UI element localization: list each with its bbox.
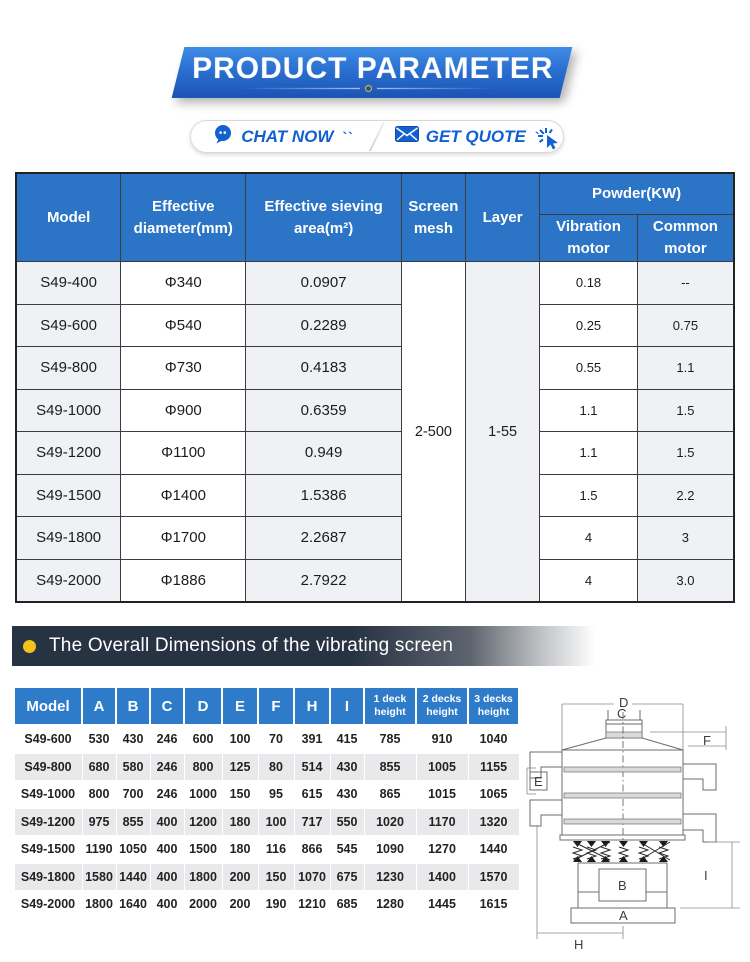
get-quote-label: GET QUOTE (425, 126, 526, 146)
dimension-cell: 1800 (82, 891, 116, 919)
dim-label-h: H (574, 937, 584, 952)
dimension-cell: 615 (294, 781, 330, 809)
dimension-row (14, 808, 519, 836)
vibrating-screen-dimension-diagram (520, 690, 750, 962)
dimension-cell: 1280 (364, 891, 416, 919)
dimension-cell: 910 (416, 725, 468, 753)
parameter-cell: 1.1 (637, 347, 734, 390)
dimension-cell: 1210 (294, 891, 330, 919)
dimension-cell: 1170 (416, 808, 468, 836)
part-label-b: B (618, 878, 627, 893)
col-header-diameter: Effective diameter(mm) (121, 173, 246, 262)
dimension-cell: 70 (258, 725, 294, 753)
dimension-cell: 800 (82, 781, 116, 809)
dimension-cell: 514 (294, 753, 330, 781)
parameter-row (16, 559, 734, 602)
dimension-cell: 1500 (184, 836, 222, 864)
parameter-cell: 1.1 (540, 432, 638, 475)
dimension-cell: 430 (116, 725, 150, 753)
dimension-cell: 415 (330, 725, 364, 753)
envelope-icon (395, 126, 419, 147)
dim-label-f: F (703, 733, 711, 748)
dimension-col-header: Model (14, 687, 82, 725)
parameter-cell: 0.6359 (246, 389, 402, 432)
parameter-cell: 0.4183 (246, 347, 402, 390)
parameter-cell: Φ1400 (121, 474, 246, 517)
dimension-cell: 680 (82, 753, 116, 781)
dimension-cell: 1200 (184, 808, 222, 836)
parameter-cell: Φ1700 (121, 517, 246, 560)
dimension-col-header: H (294, 687, 330, 725)
parameter-cell: S49-1800 (16, 517, 121, 560)
dimension-cell: 1440 (116, 863, 150, 891)
cta-bar (190, 120, 564, 153)
dimension-row (14, 753, 519, 781)
dimension-cell: 1000 (184, 781, 222, 809)
col-header-powder: Powder(KW) (540, 173, 734, 215)
chat-ticks: `` (342, 128, 354, 145)
parameter-cell: 0.25 (540, 304, 638, 347)
dimension-cell: 1020 (364, 808, 416, 836)
parameter-cell: 3 (637, 517, 734, 560)
parameter-cell: S49-800 (16, 347, 121, 390)
col-header-model: Model (16, 173, 121, 262)
dim-label-i: I (704, 868, 708, 883)
dimension-cell: 430 (330, 781, 364, 809)
dimension-cell: 975 (82, 808, 116, 836)
dimension-cell: 190 (258, 891, 294, 919)
parameter-row (16, 304, 734, 347)
chat-bubble-icon (213, 124, 234, 150)
dimension-cell: 1005 (416, 753, 468, 781)
parameter-cell: S49-1000 (16, 389, 121, 432)
dimension-col-header: 3 decks height (468, 687, 519, 725)
parameter-cell: 2.7922 (246, 559, 402, 602)
dimension-cell: 2000 (184, 891, 222, 919)
dimension-cell: 180 (222, 808, 258, 836)
dimension-col-header: E (222, 687, 258, 725)
parameters-table (15, 172, 735, 603)
dimension-col-header: 1 deck height (364, 687, 416, 725)
dimension-cell: 400 (150, 891, 184, 919)
parameter-cell: 1.5386 (246, 474, 402, 517)
parameter-cell: S49-600 (16, 304, 121, 347)
dimension-cell: 1015 (416, 781, 468, 809)
dimension-cell: 1040 (468, 725, 519, 753)
dimension-row (14, 836, 519, 864)
parameter-cell: 0.18 (540, 262, 638, 305)
banner-decorative-line (240, 85, 496, 92)
dimension-row (14, 725, 519, 753)
dimensions-header-row (14, 687, 519, 725)
dimension-cell: 1440 (468, 836, 519, 864)
chat-now-label: CHAT NOW (241, 126, 334, 146)
parameter-cell: 2.2687 (246, 517, 402, 560)
product-parameter-banner (172, 47, 573, 98)
col-header-layer: Layer (465, 173, 539, 262)
dimension-cell: 400 (150, 863, 184, 891)
dimensions-table-body (14, 725, 519, 918)
dimension-col-header: D (184, 687, 222, 725)
get-quote-button[interactable] (378, 126, 563, 147)
parameter-cell: Φ1886 (121, 559, 246, 602)
parameter-cell: 2-500 (401, 262, 465, 603)
dimension-cell: 100 (258, 808, 294, 836)
parameter-cell: 1.5 (637, 389, 734, 432)
dimension-col-header: F (258, 687, 294, 725)
chat-now-button[interactable] (191, 124, 376, 150)
dimension-cell: 800 (184, 753, 222, 781)
dimension-cell: 600 (184, 725, 222, 753)
dimension-cell: 550 (330, 808, 364, 836)
dimension-cell: 1640 (116, 891, 150, 919)
dimension-cell: 80 (258, 753, 294, 781)
overall-dimensions-section-header (12, 626, 750, 666)
dimension-cell: 116 (258, 836, 294, 864)
deco-line-right (377, 88, 497, 89)
dimension-cell: S49-1500 (14, 836, 82, 864)
dimension-col-header: A (82, 687, 116, 725)
dimension-cell: 1155 (468, 753, 519, 781)
parameter-row (16, 347, 734, 390)
parameter-cell: 2.2 (637, 474, 734, 517)
dimension-cell: S49-1800 (14, 863, 82, 891)
parameter-row (16, 474, 734, 517)
banner-title: PRODUCT PARAMETER (192, 52, 554, 85)
col-header-common-motor: Common motor (637, 215, 734, 262)
parameter-cell: 0.55 (540, 347, 638, 390)
dimension-cell: 1070 (294, 863, 330, 891)
dimension-col-header: 2 decks height (416, 687, 468, 725)
dimension-cell: 1230 (364, 863, 416, 891)
dimension-cell: 700 (116, 781, 150, 809)
parameter-cell: S49-2000 (16, 559, 121, 602)
dimension-cell: S49-1000 (14, 781, 82, 809)
yellow-bullet-icon (23, 640, 36, 653)
dimension-cell: 200 (222, 863, 258, 891)
dimension-cell: 150 (258, 863, 294, 891)
dimension-cell: 1580 (82, 863, 116, 891)
dimension-cell: 866 (294, 836, 330, 864)
dimension-cell: S49-1200 (14, 808, 82, 836)
dimension-cell: 545 (330, 836, 364, 864)
dimension-cell: 1270 (416, 836, 468, 864)
parameter-cell: 1.5 (540, 474, 638, 517)
dimension-cell: 717 (294, 808, 330, 836)
dimension-cell: 430 (330, 753, 364, 781)
parameter-cell: Φ1100 (121, 432, 246, 475)
dimension-cell: 150 (222, 781, 258, 809)
parameter-cell: 3.0 (637, 559, 734, 602)
dimension-cell: 675 (330, 863, 364, 891)
section-title: The Overall Dimensions of the vibrating screen (49, 635, 454, 656)
parameter-cell: -- (637, 262, 734, 305)
parameter-cell: S49-1500 (16, 474, 121, 517)
parameter-cell: 0.0907 (246, 262, 402, 305)
parameter-cell: Φ730 (121, 347, 246, 390)
dimension-col-header: C (150, 687, 184, 725)
dimension-cell: 246 (150, 781, 184, 809)
dimension-cell: S49-800 (14, 753, 82, 781)
parameter-cell: 0.75 (637, 304, 734, 347)
parameter-cell: 1-55 (465, 262, 539, 603)
dimension-cell: 246 (150, 753, 184, 781)
dimension-cell: 580 (116, 753, 150, 781)
dimension-cell: 125 (222, 753, 258, 781)
col-header-area: Effective sieving area(m²) (246, 173, 402, 262)
dimension-cell: 95 (258, 781, 294, 809)
dimension-cell: 865 (364, 781, 416, 809)
dim-label-e: E (534, 774, 543, 789)
dimension-cell: 1050 (116, 836, 150, 864)
col-header-mesh: Screen mesh (401, 173, 465, 262)
dimension-cell: 180 (222, 836, 258, 864)
parameter-cell: 0.949 (246, 432, 402, 475)
parameter-cell: Φ340 (121, 262, 246, 305)
dimension-cell: 100 (222, 725, 258, 753)
parameter-cell: S49-400 (16, 262, 121, 305)
part-label-a: A (619, 908, 628, 923)
dimension-cell: 200 (222, 891, 258, 919)
parameter-cell: 4 (540, 559, 638, 602)
parameter-cell: 0.2289 (246, 304, 402, 347)
dimension-cell: 1190 (82, 836, 116, 864)
dimension-cell: 855 (116, 808, 150, 836)
dimension-row (14, 863, 519, 891)
dim-label-c: C (617, 706, 627, 721)
parameters-table-body (16, 262, 734, 603)
dimension-cell: 685 (330, 891, 364, 919)
parameter-row (16, 517, 734, 560)
dimension-cell: 855 (364, 753, 416, 781)
dimension-cell: 391 (294, 725, 330, 753)
dimension-cell: 1090 (364, 836, 416, 864)
parameter-cell: 4 (540, 517, 638, 560)
dimension-col-header: B (116, 687, 150, 725)
dimension-cell: 1800 (184, 863, 222, 891)
parameter-row (16, 389, 734, 432)
click-cursor-icon (534, 127, 561, 158)
dimension-cell: 1445 (416, 891, 468, 919)
dimension-cell: S49-2000 (14, 891, 82, 919)
parameter-cell: Φ540 (121, 304, 246, 347)
dimension-cell: 400 (150, 808, 184, 836)
dimensions-table (13, 686, 520, 919)
parameter-cell: 1.1 (540, 389, 638, 432)
deco-line-left (240, 88, 360, 89)
dimension-cell: 1065 (468, 781, 519, 809)
dimension-cell: 1400 (416, 863, 468, 891)
col-header-vibration-motor: Vibration motor (540, 215, 638, 262)
dimension-cell: 400 (150, 836, 184, 864)
dimension-cell: 785 (364, 725, 416, 753)
dimension-cell: 1320 (468, 808, 519, 836)
dim-label-d: D (619, 695, 629, 710)
dimension-col-header: I (330, 687, 364, 725)
dimension-cell: 246 (150, 725, 184, 753)
dimension-row (14, 781, 519, 809)
parameter-cell: S49-1200 (16, 432, 121, 475)
dimension-cell: S49-600 (14, 725, 82, 753)
dimension-cell: 1570 (468, 863, 519, 891)
deco-dot-icon (365, 85, 372, 92)
parameter-row (16, 262, 734, 305)
dimension-cell: 1615 (468, 891, 519, 919)
parameter-cell: 1.5 (637, 432, 734, 475)
dimension-row (14, 891, 519, 919)
quote-ticks: `` (534, 128, 547, 145)
parameter-cell: Φ900 (121, 389, 246, 432)
dimension-cell: 530 (82, 725, 116, 753)
parameter-row (16, 432, 734, 475)
